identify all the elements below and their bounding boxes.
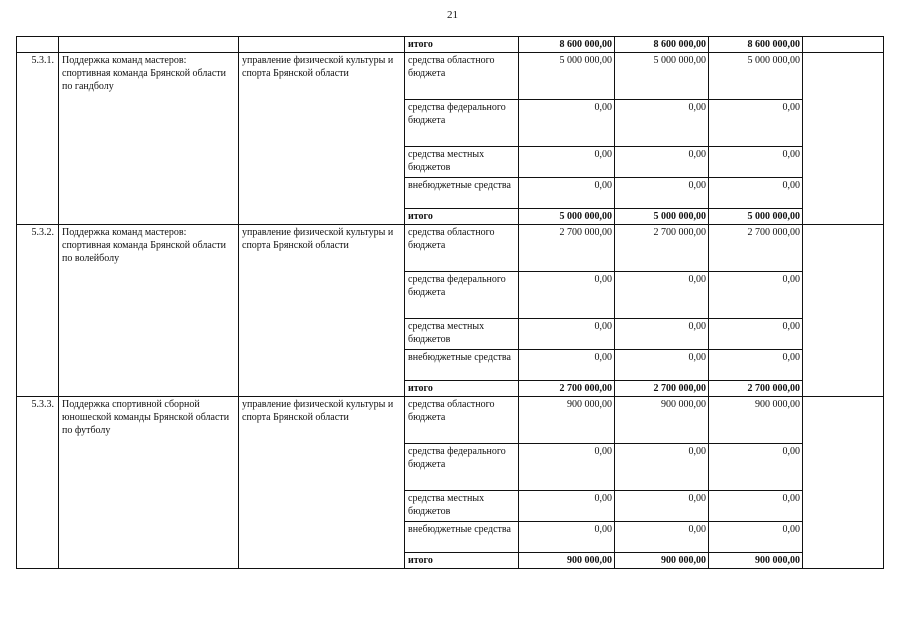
source-cell: средства федерального бюджета	[405, 272, 519, 319]
item-name: Поддержка команд мастеров: спортивная команда Брянской области по гандболу	[59, 53, 239, 225]
value-cell: 0,00	[615, 100, 709, 147]
item-name: Поддержка спортивной сборной юношеской команды Брянской области по футболу	[59, 397, 239, 569]
financing-table	[16, 36, 884, 569]
value-cell: 0,00	[615, 444, 709, 491]
value-cell: 0,00	[709, 178, 803, 209]
table-row	[17, 225, 884, 272]
source-cell: внебюджетные средства	[405, 350, 519, 381]
source-cell: средства федерального бюджета	[405, 444, 519, 491]
value-cell: 0,00	[709, 147, 803, 178]
value-cell: 0,00	[615, 272, 709, 319]
value-cell: 2 700 000,00	[615, 381, 709, 397]
value-cell: 0,00	[519, 272, 615, 319]
value-cell: 0,00	[519, 350, 615, 381]
value-cell: 900 000,00	[519, 553, 615, 569]
source-cell: средства местных бюджетов	[405, 491, 519, 522]
value-cell: 0,00	[519, 491, 615, 522]
source-cell: итого	[405, 553, 519, 569]
value-cell: 2 700 000,00	[709, 381, 803, 397]
value-cell: 8 600 000,00	[709, 37, 803, 53]
value-cell: 0,00	[709, 319, 803, 350]
empty-cell	[803, 225, 884, 397]
source-cell: итого	[405, 209, 519, 225]
value-cell: 900 000,00	[615, 553, 709, 569]
value-cell: 5 000 000,00	[709, 53, 803, 100]
value-cell: 5 000 000,00	[615, 53, 709, 100]
value-cell: 0,00	[615, 491, 709, 522]
value-cell: 5 000 000,00	[615, 209, 709, 225]
value-cell: 0,00	[615, 178, 709, 209]
source-cell: средства областного бюджета	[405, 53, 519, 100]
source-cell: итого	[405, 381, 519, 397]
source-cell: внебюджетные средства	[405, 178, 519, 209]
value-cell: 0,00	[709, 491, 803, 522]
item-executor: управление физической культуры и спорта Брянской области	[239, 53, 405, 225]
value-cell: 2 700 000,00	[709, 225, 803, 272]
value-cell: 900 000,00	[519, 397, 615, 444]
value-cell: 0,00	[709, 522, 803, 553]
item-code: 5.3.1.	[17, 53, 59, 225]
value-cell: 8 600 000,00	[519, 37, 615, 53]
value-cell: 900 000,00	[615, 397, 709, 444]
value-cell: 2 700 000,00	[519, 381, 615, 397]
page-number: 21	[447, 9, 458, 21]
value-cell: 0,00	[519, 522, 615, 553]
source-cell: средства областного бюджета	[405, 225, 519, 272]
value-cell: 900 000,00	[709, 397, 803, 444]
value-cell: 0,00	[709, 444, 803, 491]
table-row	[17, 397, 884, 444]
empty-cell	[803, 37, 884, 53]
table-row	[17, 37, 884, 53]
value-cell: 900 000,00	[709, 553, 803, 569]
value-cell: 8 600 000,00	[615, 37, 709, 53]
value-cell: 5 000 000,00	[519, 209, 615, 225]
empty-cell	[803, 397, 884, 569]
value-cell: 0,00	[519, 178, 615, 209]
value-cell: 0,00	[615, 350, 709, 381]
item-code: 5.3.3.	[17, 397, 59, 569]
source-cell: итого	[405, 37, 519, 53]
value-cell: 2 700 000,00	[615, 225, 709, 272]
item-name: Поддержка команд мастеров: спортивная команда Брянской области по волейболу	[59, 225, 239, 397]
table-row	[17, 53, 884, 100]
value-cell: 0,00	[519, 444, 615, 491]
value-cell: 0,00	[519, 319, 615, 350]
value-cell: 0,00	[615, 522, 709, 553]
value-cell: 0,00	[709, 100, 803, 147]
value-cell: 0,00	[615, 319, 709, 350]
item-executor: управление физической культуры и спорта Брянской области	[239, 225, 405, 397]
value-cell: 0,00	[519, 100, 615, 147]
value-cell: 0,00	[709, 350, 803, 381]
value-cell: 5 000 000,00	[709, 209, 803, 225]
value-cell: 0,00	[709, 272, 803, 319]
value-cell: 0,00	[519, 147, 615, 178]
item-executor: управление физической культуры и спорта Брянской области	[239, 397, 405, 569]
source-cell: средства местных бюджетов	[405, 319, 519, 350]
source-cell: средства федерального бюджета	[405, 100, 519, 147]
source-cell: средства местных бюджетов	[405, 147, 519, 178]
empty-cell	[239, 37, 405, 53]
value-cell: 5 000 000,00	[519, 53, 615, 100]
source-cell: средства областного бюджета	[405, 397, 519, 444]
source-cell: внебюджетные средства	[405, 522, 519, 553]
item-code: 5.3.2.	[17, 225, 59, 397]
empty-cell	[59, 37, 239, 53]
value-cell: 0,00	[615, 147, 709, 178]
value-cell: 2 700 000,00	[519, 225, 615, 272]
empty-cell	[17, 37, 59, 53]
empty-cell	[803, 53, 884, 225]
